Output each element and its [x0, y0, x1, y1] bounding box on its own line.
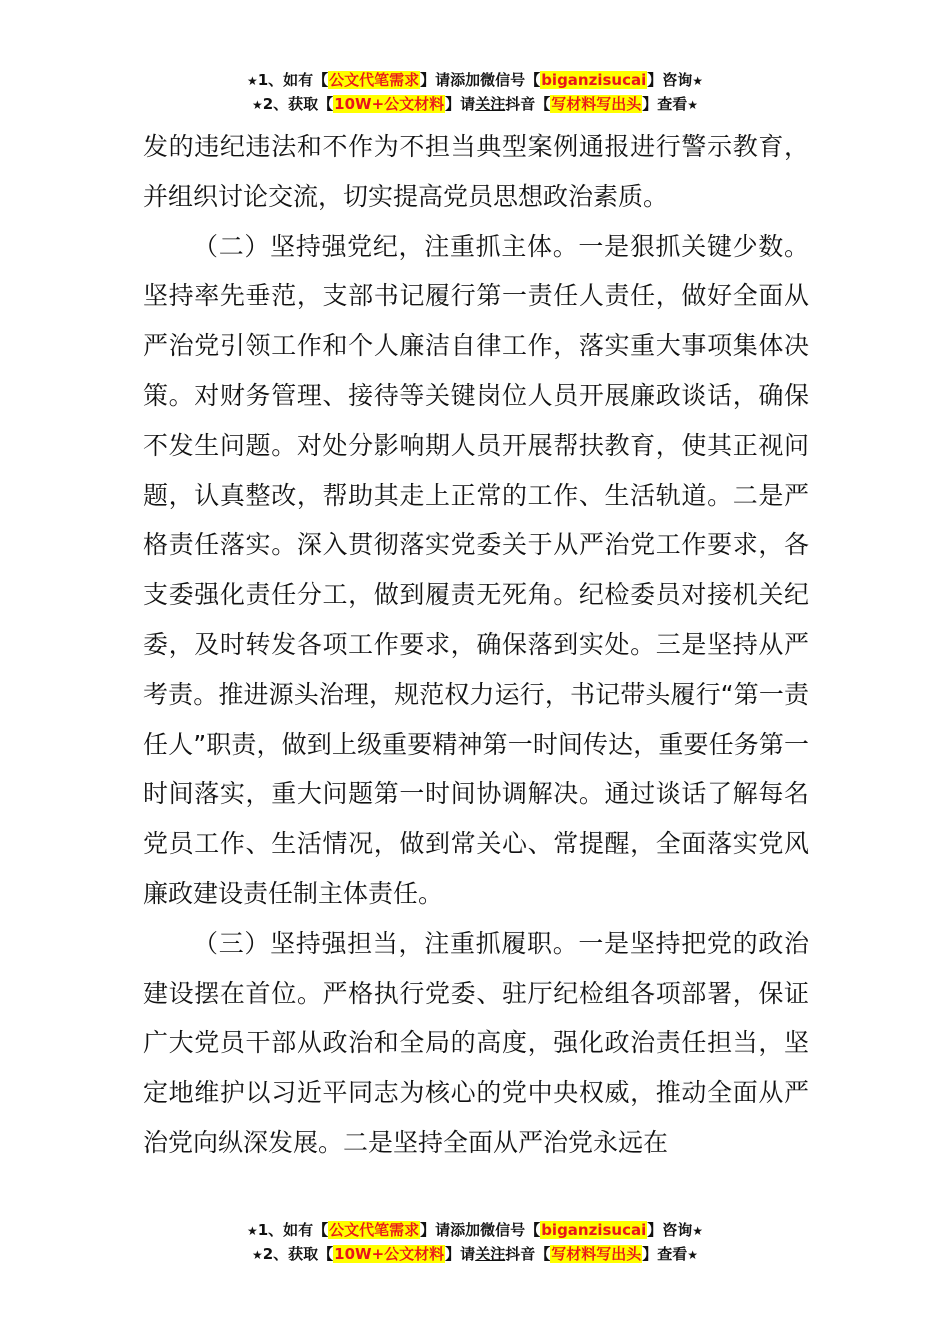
banner-text-underlined: 关注 [475, 1245, 506, 1263]
star-icon: ★ [687, 98, 699, 112]
highlight-service: 公文代笔需求 [329, 71, 420, 89]
highlight-materials: 10W+公文材料 [334, 1245, 445, 1263]
star-icon: ★ [246, 74, 258, 88]
highlight-wechat-id: biganzisucai [541, 71, 647, 89]
star-icon: ★ [246, 1224, 258, 1238]
banner-text: 】请 [445, 95, 476, 113]
paragraph-section-3: （三）坚持强担当，注重抓履职。一是坚持把党的政治建设摆在首位。严格执行党委、驻厅纪检组各项部署，保证广大党员干部从政治和全局的高度，强化政治责任担当，坚定地维护以习近平同志为核心的党中央权威，推动全面从严治党向纵深发展。二是坚持全面从严治党永远在 [143, 928, 809, 1157]
highlight-douyin-account: 写材料写出头 [551, 1245, 642, 1263]
banner-text: 】咨询 [647, 71, 693, 89]
footer-banner [0, 1218, 950, 1266]
paragraph-section-2: （二）坚持强党纪，注重抓主体。一是狠抓关键少数。坚持率先垂范，支部书记履行第一责任人责任，做好全面从严治党引领工作和个人廉洁自律工作，落实重大事项集体决策。对财务管理、接待等关键岗位人员开展廉政谈话，确保不发生问题。对处分影响期人员开展帮扶教育，使其正视问题，认真整改，帮助其走上正常的工作、生活轨道。二是严格责任落实。深入贯彻落实党委关于从严治党工作要求，各支委强化责任分工，做到履责无死角。纪检委员对接机关纪委，及时转发各项工作要求，确保落到实处。三是坚持从严考责。推进源头治理，规范权力运行，书记带头履行“第一责任人”职责，做到上级重要精神第一时间传达，重要任务第一时间落实，重大问题第一时间协调解决。通过谈话了解每名党员工作、生活情况，做到常关心、常提醒，全面落实党风廉政建设责任制主体责任。 [143, 231, 809, 908]
banner-text: 1、如有【 [257, 71, 329, 89]
banner-line-2 [0, 92, 950, 116]
header-banner [0, 68, 950, 116]
banner-text: 】请 [445, 1245, 476, 1263]
banner-text-underlined: 关注 [475, 95, 506, 113]
banner-text: 】请添加微信号【 [420, 1221, 541, 1239]
banner-text: 抖音【 [505, 1245, 551, 1263]
highlight-wechat-id: biganzisucai [541, 1221, 647, 1239]
highlight-materials: 10W+公文材料 [334, 95, 445, 113]
banner-text: 抖音【 [505, 95, 551, 113]
star-icon: ★ [251, 1248, 263, 1262]
banner-text: 2、获取【 [262, 1245, 334, 1263]
paragraph-continued: 发的违纪违法和不作为不担当典型案例通报进行警示教育，并组织讨论交流，切实提高党员思想政治素质。 [143, 132, 809, 211]
banner-text: 】查看 [642, 95, 688, 113]
document-body [143, 122, 809, 1168]
highlight-service: 公文代笔需求 [329, 1221, 420, 1239]
highlight-douyin-account: 写材料写出头 [551, 95, 642, 113]
banner-text: 1、如有【 [257, 1221, 329, 1239]
star-icon: ★ [692, 74, 704, 88]
star-icon: ★ [251, 98, 263, 112]
star-icon: ★ [687, 1248, 699, 1262]
banner-line-1 [0, 1218, 950, 1242]
star-icon: ★ [692, 1224, 704, 1238]
banner-text: 2、获取【 [262, 95, 334, 113]
banner-text: 】查看 [642, 1245, 688, 1263]
banner-text: 】请添加微信号【 [420, 71, 541, 89]
banner-line-1 [0, 68, 950, 92]
banner-line-2 [0, 1242, 950, 1266]
banner-text: 】咨询 [647, 1221, 693, 1239]
